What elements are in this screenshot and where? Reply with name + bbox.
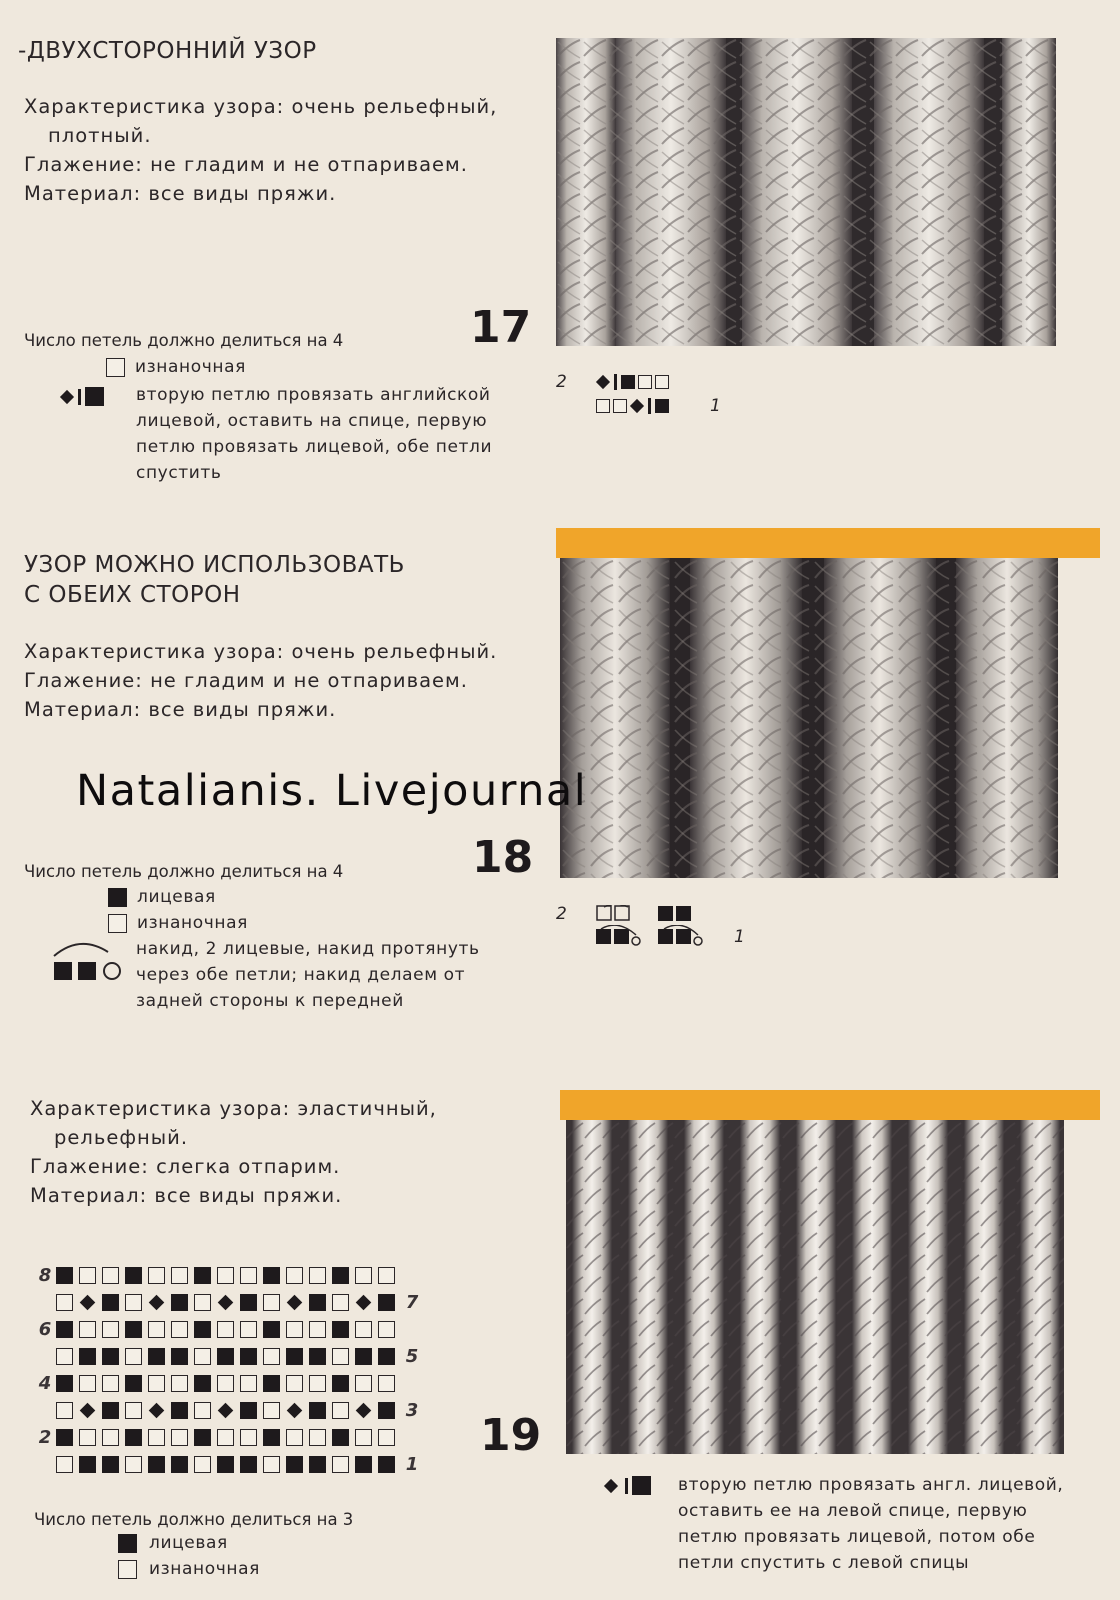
chart-row: 6 (34, 1316, 423, 1343)
pattern-19-properties: Характеристика узора: эластичный, рельефный. Глажение: слегка отпарим. Материал: все виды пряжи. (30, 1097, 437, 1207)
chart-row: 8 (34, 1262, 423, 1289)
legend-item-purl: изнаночная (118, 1556, 260, 1582)
chart-row: 4 (34, 1370, 423, 1397)
diamond-symbol-icon (604, 1479, 618, 1493)
pattern-17-title: -ДВУХСТОРОННИЙ УЗОР (18, 38, 317, 64)
purl-symbol-icon (118, 1560, 137, 1579)
purl-symbol-icon (106, 358, 125, 377)
pattern-18-legend (50, 884, 530, 1014)
pattern-19-photo-note: вторую петлю провязать англ. лицевой, оставить ее на левой спице, первую петлю провязать лицевой, потом обе петли спустить с левой спицы (604, 1472, 1094, 1576)
legend-item-knit: лицевая (118, 1530, 260, 1556)
chart-row: 2 (34, 1424, 423, 1451)
purl-symbol-icon (108, 914, 127, 933)
bar-symbol-icon (78, 389, 81, 405)
legend-item-cross: вторую петлю провязать английской лицевой, оставить на спице, первую петлю провязать лицевой, обе петли спустить (60, 382, 530, 486)
diamond-symbol-icon (60, 390, 74, 404)
pattern-17-photo (556, 38, 1056, 346)
pattern-18-number: 18 (472, 832, 534, 883)
pattern-18-chart: 2 1 (556, 904, 745, 947)
pattern-19-number: 19 (480, 1410, 542, 1461)
pattern-17-stitch-count: Число петель должно делиться на 4 (24, 331, 344, 350)
pattern-19-legend (118, 1530, 260, 1582)
pattern-18-stitch-count: Число петель должно делиться на 4 (24, 862, 344, 881)
legend-item-purl: изнаночная (108, 910, 530, 936)
chart-row: 5 (34, 1343, 423, 1370)
pattern-18-photo (560, 558, 1058, 878)
legend-item-purl: изнаночная (106, 354, 530, 380)
legend-item-yarnover: накид, 2 лицевые, накид протянуть через обе петли; накид делаем от задней стороны к передней (50, 936, 530, 1014)
knit-symbol-icon (118, 1534, 137, 1553)
bar-symbol-icon (625, 1478, 628, 1494)
watermark-text: Natalianis. Livejournal (76, 766, 588, 816)
knit-symbol-icon (632, 1476, 651, 1495)
legend-item-knit: лицевая (108, 884, 530, 910)
pattern-17-legend (60, 354, 530, 486)
pattern-18-title: УЗОР МОЖНО ИСПОЛЬЗОВАТЬ С ОБЕИХ СТОРОН (24, 552, 405, 608)
pattern-19-accent-bar (560, 1090, 1100, 1120)
pattern-18-accent-bar (556, 528, 1100, 558)
chart-row: 7 (34, 1289, 423, 1316)
knit-symbol-icon (108, 888, 127, 907)
chart-row: 1 (34, 1451, 423, 1478)
pattern-17-chart: 2 1 (556, 372, 721, 416)
pattern-17-number: 17 (470, 302, 532, 353)
pattern-19-stitch-count: Число петель должно делиться на 3 (34, 1510, 354, 1529)
pattern-17-properties: Характеристика узора: очень рельефный, плотный. Глажение: не гладим и не отпариваем. Материал: все виды пряжи. (24, 95, 498, 205)
yarnover-arc-icon (50, 936, 130, 984)
pattern-19-chart (34, 1262, 423, 1478)
pattern-18-properties: Характеристика узора: очень рельефный. Глажение: не гладим и не отпариваем. Материал: все виды пряжи. (24, 640, 498, 721)
knit-symbol-icon (85, 387, 104, 406)
chart-row: 3 (34, 1397, 423, 1424)
pattern-19-photo (566, 1120, 1064, 1454)
